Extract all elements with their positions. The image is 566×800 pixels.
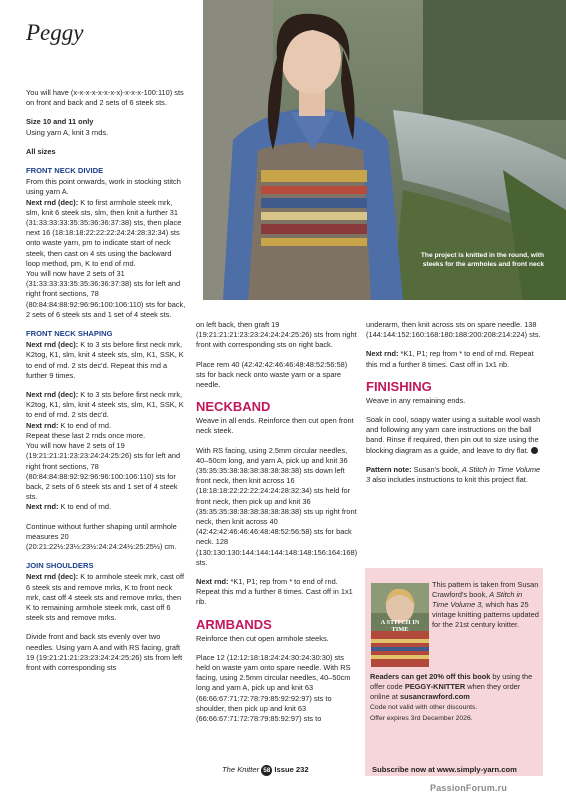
front-neck-shaping-heading: FRONT NECK SHAPING: [26, 329, 113, 339]
fns-para-1: K to 3 sts before first neck mrk, K2tog, K1, slm, knit 4 steek sts, slm, K1, SSK, K to end of rnd. 2 sts dec'd. Repeat this rnd a further 9 times.: [26, 340, 184, 380]
size-10-11-text: Using yarn A, knit 3 rnds.: [26, 127, 109, 137]
size-10-11-heading: Size 10 and 11 only: [26, 117, 94, 127]
subscribe-link[interactable]: Subscribe now at www.simply-yarn.com: [372, 765, 517, 774]
nb-para-2: With RS facing, using 2.5mm circular needles, 40–50cm long, and yarn A, pick up and knit 36 (35:35:35:38:38:38:38:38:38:38) sts down left front neck, then knit across 16 (18:18:18:22:22:22:24:24:28:32:34) sts held for front neck, then pick up and knit 36 (35:35:35:38:38:38:38:38:38:38) sts up right front neck, then knit across 40 (42:42:42:46:46:46:48:48:52:56:58) sts for back neck. 128 (130:130:130:144:144:144:148:148:156:164:168) sts.: [196, 445, 358, 567]
next-rnd-label: Next rnd:: [26, 502, 59, 512]
front-neck-divide-heading: FRONT NECK DIVIDE: [26, 166, 104, 176]
fns-para-3b: Repeat these last 2 rnds once more.: [26, 430, 146, 440]
fns-para-3a: K to end of rnd.: [60, 420, 112, 430]
all-sizes-heading: All sizes: [26, 146, 56, 156]
ab-cont: underarm, then knit across sts on spare needle. 138 (144:144:152:160:168:180:188:200:208:214:224) sts.: [366, 320, 541, 340]
fin-para-2: Soak in cool, soapy water using a suitable wool wash and following any yarn care instructions on the ball band. Rinse if required, then pin out to size using the blocking diagram as a guide, and leave to dry flat.: [366, 415, 541, 455]
promo-code: PEGGY-KNITTER: [404, 682, 466, 691]
next-rnd-label: Next rnd:: [196, 577, 229, 587]
pattern-note-label: Pattern note:: [366, 464, 412, 474]
fnd-para-2: K to first armhole steek mrk, slm, knit 6 steek sts, slm, then knit a further 31 (31:33:33:33:35:35:36:36:37:38) sts, then place next 16 (18:18:18:22:22:22:24:24:28:32:34) sts onto waste yarn, pm to indicate start of neck steek, then cast on 4 sts using the backward loop method, pm, K to end of rnd.: [26, 197, 182, 268]
next-rnd-dec-label: Next rnd (dec):: [26, 197, 79, 207]
promo-offer: [370, 672, 540, 724]
promo-text-a: This pattern is taken from Susan Crawford's book,: [432, 580, 539, 599]
continue-text: Continue without further shaping until armhole measures 20 (20:21:22½:23½:23½:24:24:24½:25:25½) cm.: [26, 521, 177, 551]
book-cover: [371, 583, 429, 667]
fns-para-3c: You will now have 2 sets of 19 (19:21:21:21:23:23:24:24:25:26) sts for left and right front sections, 78 (80:84:84:88:92:92:96:96:100:106:110) sts for back, 2 sets of 6 steek sts and 1 set of 4 steek sts.: [26, 441, 181, 502]
promo-site-link[interactable]: susancrawford.com: [400, 692, 470, 701]
column-2: [196, 320, 358, 733]
ab-para-2: Place 12 (12:12:18:18:24:24:30:24:30:30) sts held on waste yarn onto spare needle. With RS facing, using 2.5mm circular needles, 40–50cm long and yarn A, pick up and knit 63 (66:66:67:71:72:78:79:85:92:92:97) sts to shoulder, then pick up and knit 63 (66:66:67:71:72:78:79:85:92:97) sts to: [196, 652, 351, 724]
column-3: [366, 320, 542, 494]
issue-number: Issue 232: [274, 765, 309, 774]
armbands-heading: ARMBANDS: [196, 616, 272, 632]
next-rnd-label: Next rnd:: [366, 349, 399, 359]
fns-para-3d: K to end of rnd.: [60, 502, 112, 512]
ab-para-3: *K1, P1; rep from * to end of rnd. Repeat this rnd a further 8 times. Cast off in 1x1 rib.: [366, 349, 534, 369]
fin-para-1: Weave in any remaining ends.: [366, 395, 466, 405]
pattern-note-a: Susan's book,: [413, 464, 460, 474]
promo-text-b: which has 25 vintage knitting patterns updated for the 21st century knitter.: [432, 600, 539, 629]
column-1: [26, 88, 186, 682]
nb-para-3: *K1, P1; rep from * to end of rnd. Repeat this rnd a further 8 times. Cast off in 1x1 rib.: [196, 577, 353, 607]
fnd-para-1: From this point onwards, work in stocking stitch using yarn A.: [26, 177, 181, 197]
promo-book-name: A Stitch in Time Volume 3,: [432, 590, 523, 609]
watermark: PassionForum.ru: [430, 783, 508, 793]
footer-left: [222, 765, 309, 776]
end-mark-icon: [531, 447, 538, 454]
promo-note-2: Offer expires 3rd December 2026.: [370, 715, 473, 722]
ab-para-1: Reinforce then cut open armhole steeks.: [196, 633, 329, 643]
pattern-note-book: A Stitch in Time Volume 3: [366, 464, 541, 485]
promo-order-text: when they order online at: [370, 682, 521, 701]
page-title: Peggy: [26, 20, 84, 45]
photo-caption: The project is knitted in the round, with steeks for the armholes and front neck: [420, 252, 544, 268]
finishing-heading: FINISHING: [366, 378, 432, 394]
join-shoulders-heading: JOIN SHOULDERS: [26, 561, 94, 571]
magazine-name: The Knitter: [222, 765, 260, 774]
fns-para-2: K to 3 sts before first neck mrk, K2tog, K1, slm, knit 4 steek sts, slm, K1, SSK, K to end of rnd. 2 sts dec'd.: [26, 390, 184, 420]
place-text: Place rem 40 (42:42:42:46:46:48:48:52:56:58) sts for back neck onto waste yarn or a spare needle.: [196, 359, 348, 390]
promo-offer-bold: Readers can get 20% off this book: [370, 672, 491, 681]
js-para-1: K to armhole steek mrk, cast off 6 steek sts and remove mrks, K to front neck mrk, cast off 4 steek sts and remove mrks, then K to remaining armhole steek mrk, cast off 6 steek sts and remove mrks.: [26, 572, 185, 623]
promo-offer-text: by using the offer code: [370, 672, 533, 691]
neckband-heading: NECKBAND: [196, 399, 271, 415]
next-rnd-dec-label: Next rnd (dec):: [26, 390, 79, 400]
fnd-para-3: You will now have 2 sets of 31 (31:33:33:33:35:35:36:36:37:38) sts for left and right front sections, 78 (80:84:84:88:92:96:96:100:106:110) sts for back, 2 sets of 6 steek sts and 1 set of 4 steek sts.: [26, 269, 186, 319]
promo-note-1: Code not valid with other discounts.: [370, 704, 478, 711]
next-rnd-dec-label: Next rnd (dec):: [26, 340, 79, 350]
js-para-2: Divide front and back sts evenly over two needles. Using yarn A and with RS facing, graft 19 (19:21:21:21:23:23:24:24:25:26) sts from left front with corresponding sts: [26, 632, 183, 672]
book-title: A STITCH IN TIME: [380, 619, 420, 633]
page-number: 58: [263, 767, 271, 774]
promo-text: [432, 580, 540, 630]
next-rnd-dec-label: Next rnd (dec):: [26, 572, 79, 582]
nb-para-1: Weave in all ends. Reinforce then cut open front neck steek.: [196, 416, 354, 436]
intro-text: You will have (x-x-x-x-x-x-x-x)-x-x-x-100:110) sts on front and back and 2 sets of 6 steek sts.: [26, 88, 184, 108]
graft-cont: on left back, then graft 19 (19:21:21:21:23:23:24:24:24:25:26) sts from right front with corresponding sts on right back.: [196, 320, 357, 350]
pattern-note-b: also includes instructions to knit this project flat.: [372, 475, 528, 485]
next-rnd-label: Next rnd:: [26, 420, 59, 430]
